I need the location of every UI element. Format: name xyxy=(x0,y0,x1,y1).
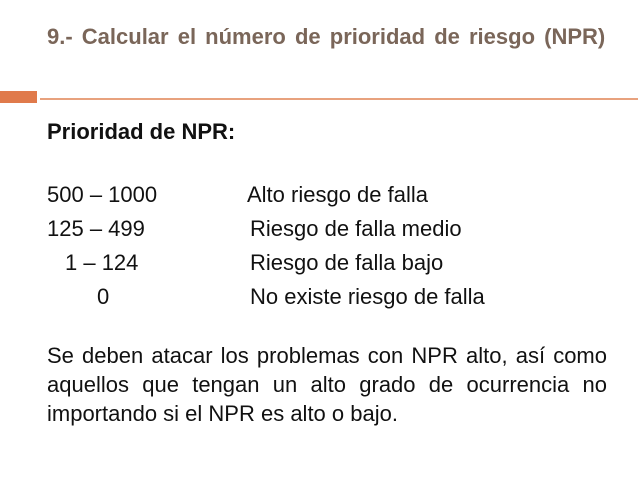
slide-title: 9.- Calcular el número de prioridad de riesgo (NPR) xyxy=(47,24,606,49)
npr-range-row xyxy=(47,248,607,282)
npr-range-row xyxy=(47,282,607,316)
npr-range-label: Alto riesgo de falla xyxy=(247,182,428,207)
npr-range-value: 0 xyxy=(97,284,110,309)
npr-guidance-paragraph: Se deben atacar los problemas con NPR alto, así como aquellos que tengan un alto grado de ocurrencia no importando si el NPR es alto o bajo. xyxy=(47,343,607,426)
npr-range-row xyxy=(47,214,607,248)
npr-priority-heading: Prioridad de NPR: xyxy=(47,119,236,144)
npr-range-value: 1 – 124 xyxy=(65,250,139,275)
npr-range-value: 500 – 1000 xyxy=(47,182,158,207)
npr-range-label: Riesgo de falla bajo xyxy=(250,250,444,275)
npr-range-value: 125 – 499 xyxy=(47,216,145,241)
title-divider xyxy=(40,98,638,100)
title-accent-bar xyxy=(0,91,37,103)
npr-range-row xyxy=(47,180,607,214)
npr-range-label: Riesgo de falla medio xyxy=(250,216,462,241)
npr-range-list xyxy=(47,180,607,316)
npr-range-label: No existe riesgo de falla xyxy=(250,284,485,309)
